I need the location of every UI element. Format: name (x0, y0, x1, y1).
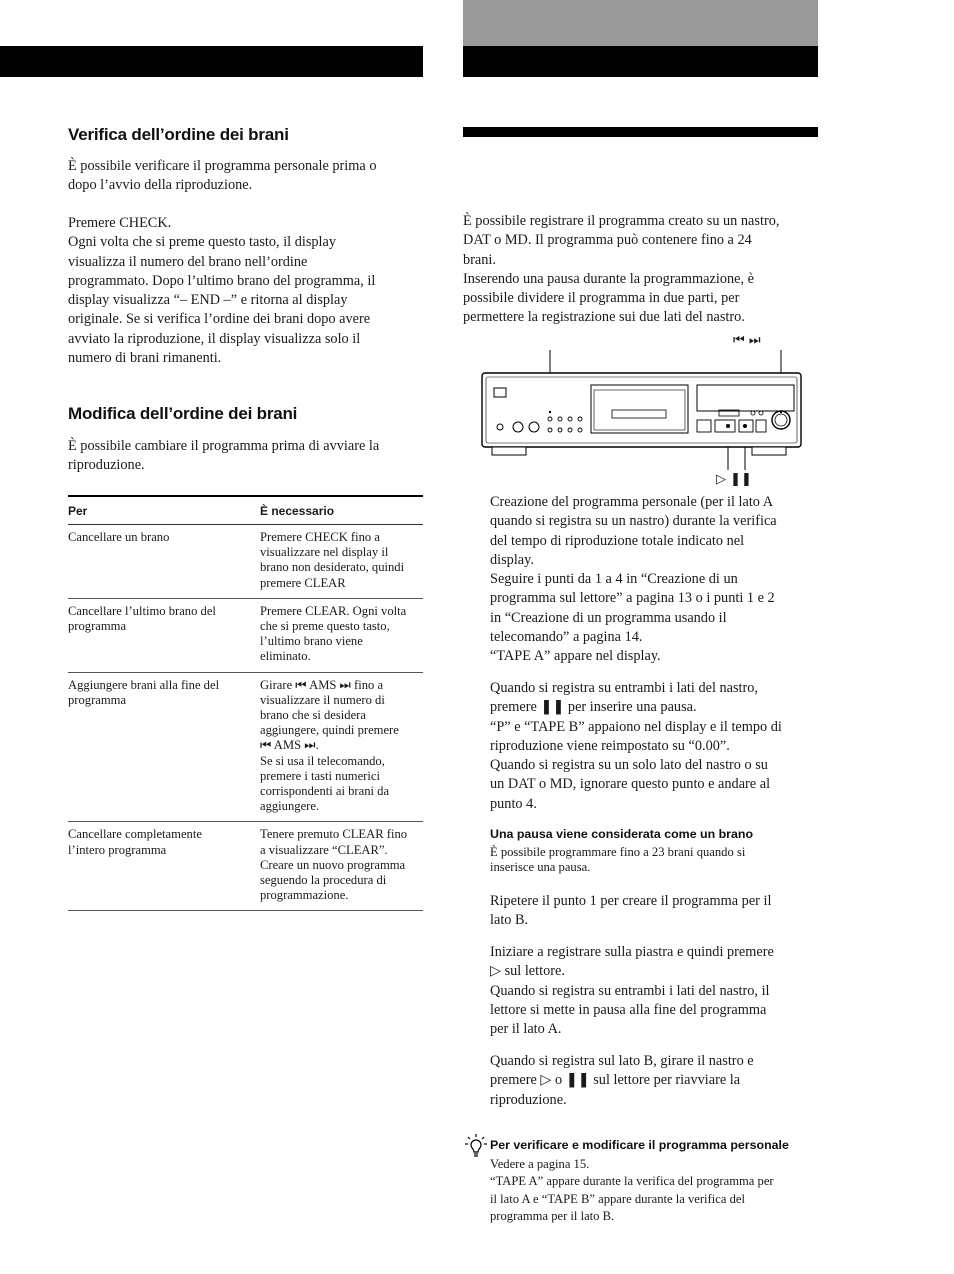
right-header-bar (463, 46, 818, 77)
play-pause-label: ▷ ❚❚ (716, 472, 752, 487)
table-header-row (68, 496, 423, 525)
verify-body: Premere CHECK. Ogni volta che si preme questo tasto, il display visualizza il numero del brano nell’ordine programmato. Dopo l’ultimo brano del programma, il display visualizza “– END –” e ritorna al display originale. Se si verifica l’ordine dei brani dopo avere avviato la riproduzione, il display visualizza solo il numero di brani rimanenti. (68, 215, 376, 367)
skip-buttons-label: ⏮ ⏭ (733, 333, 761, 348)
step-2-text: Quando si registra su entrambi i lati del nastro, premere ❚❚ per inserire una pausa. “P” e “TAPE B” appaiono nel display e il tempo di riproduzione viene reimpostato su “0.00”. Quando si registra su un solo lato del nastro o su un DAT o MD, ignorare questo punto e andare al punto 4. (490, 680, 782, 812)
step-1-text: Creazione del programma personale (per il lato A quando si registra su un nastro) durante la verifica del tempo di riproduzione totale indicato nel display. Seguire i punti da 1 a 4 in “Creazione di un programma sul lettore” a pagina 13 o i punti 1 e 2 in “Creazione di un programma usando il telecomando” a pagina 14. “TAPE A” appare nel display. (490, 494, 777, 665)
table-row (68, 672, 423, 822)
step-5-text: Quando si registra sul lato B, girare il nastro e premere ▷ o ❚❚ sul lettore per riavviare la riproduzione. (490, 1053, 754, 1108)
note-title: Una pausa viene considerata come un brano (490, 827, 754, 841)
operations-table (68, 495, 423, 911)
cd-player-diagram (478, 330, 823, 490)
note-body: È possibile programmare fino a 23 brani quando si inserisce una pausa. (490, 845, 746, 875)
table-cell-action: Tenere premuto CLEAR fino a visualizzare “CLEAR”. Creare un nuovo programma seguendo la procedura di programmazione. (260, 822, 423, 911)
right-header-tab (463, 0, 818, 46)
table-cell-action: Premere CLEAR. Ogni volta che si preme questo tasto, l’ultimo brano viene eliminato. (260, 598, 423, 672)
right-section-rule (463, 127, 818, 137)
table-cell-per: Cancellare l’ultimo brano del programma (68, 598, 260, 672)
table-cell-action: Girare ⏮ AMS ⏭ fino a visualizzare il numero di brano che si desidera aggiungere, quindi premere ⏮ AMS ⏭. Se si usa il telecomando, premere i tasti numerici corrispondenti ai brani da aggiungere. (260, 672, 423, 822)
table-row (68, 822, 423, 911)
recording-intro: È possibile registrare il programma creato su un nastro, DAT o MD. Il programma può contenere fino a 24 brani. Inserendo una pausa durante la programmazione, è possibile dividere il programma in due parti, per permettere la registrazione sui due lati del nastro. (463, 213, 780, 326)
table-row (68, 525, 423, 599)
tip-title: Per verificare e modificare il programma personale (490, 1138, 789, 1152)
table-row (68, 598, 423, 672)
left-header-bar (0, 46, 423, 77)
verify-intro: È possibile verificare il programma personale prima o dopo l’avvio della riproduzione. (68, 158, 377, 194)
table-cell-per: Aggiungere brani alla fine del programma (68, 672, 260, 822)
table-cell-per: Cancellare completamente l’intero programma (68, 822, 260, 911)
table-cell-action: Premere CHECK fino a visualizzare nel display il brano non desiderato, quindi premere CLEAR (260, 525, 423, 599)
step-3-text: Ripetere il punto 1 per creare il programma per il lato B. (490, 893, 772, 929)
step-4-text: Iniziare a registrare sulla piastra e quindi premere ▷ sul lettore. Quando si registra su entrambi i lati del nastro, il lettore si mette in pausa alla fine del programma per il lato A. (490, 944, 774, 1038)
section-title-modify-order: Modifica dell’ordine dei brani (68, 404, 298, 423)
lightbulb-tip-icon (464, 1133, 488, 1159)
table-header-per: Per (68, 496, 260, 525)
table-header-action: È necessario (260, 496, 423, 525)
section-title-verify-order: Verifica dell’ordine dei brani (68, 125, 289, 144)
table-cell-per: Cancellare un brano (68, 525, 260, 599)
modify-intro: È possibile cambiare il programma prima di avviare la riproduzione. (68, 438, 380, 474)
tip-body: Vedere a pagina 15. “TAPE A” appare durante la verifica del programma per il lato A e “TAPE B” appare durante la verifica del programma per il lato B. (490, 1157, 774, 1223)
